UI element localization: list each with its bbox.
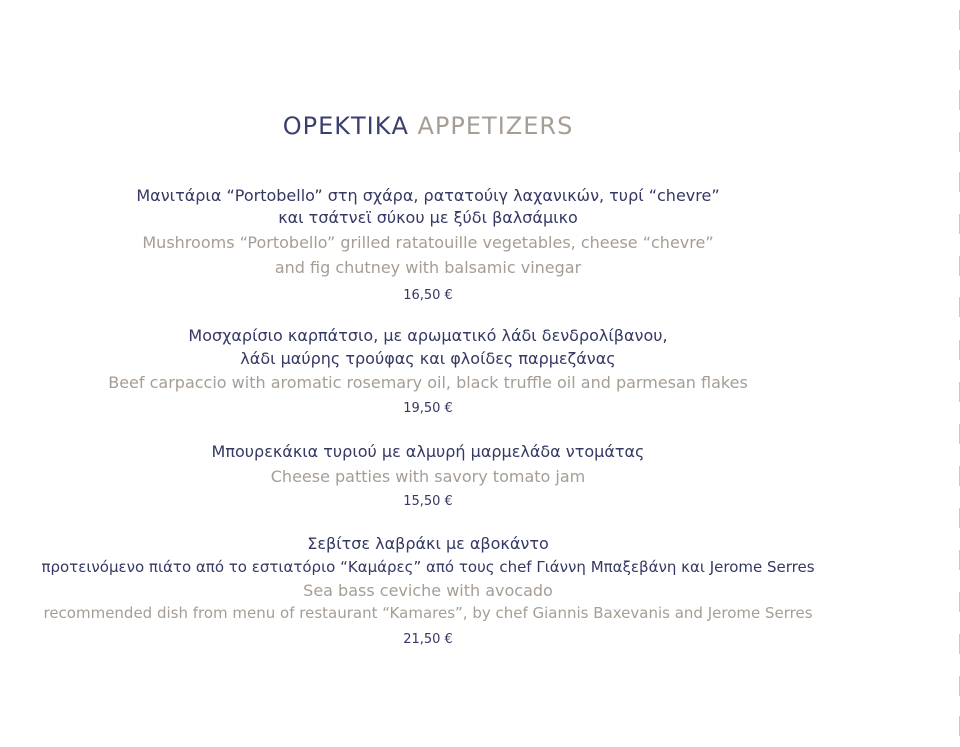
item-4-greek-line-2: προτεινόμενο πιάτο από το εστιατόριο “Καμάρες” από τους chef Γιάννη Μπαξεβάνη και Jerome Serres (41, 558, 815, 576)
item-2-greek-line-2: λάδι μαύρης τρούφας και φλοίδες παρμεζάνας (240, 349, 616, 368)
item-2-price: 19,50 € (403, 401, 453, 416)
item-1-greek-line-1: Μανιτάρια “Portobello” στη σχάρα, ρατατούιγ λαχανικών, τυρί “chevre” (136, 186, 720, 205)
item-1-english-line-2: and fig chutney with balsamic vinegar (274, 258, 582, 277)
page-title (0, 112, 856, 140)
edge-marks (952, 0, 960, 747)
item-4-greek-line-1: Σεβίτσε λαβράκι με αβοκάντο (307, 534, 549, 553)
item-4-price: 21,50 € (403, 632, 453, 647)
item-3-greek-line-1: Μπουρεκάκια τυριού με αλμυρή μαρμελάδα ντομάτας (211, 442, 645, 461)
title-greek: ΟΡΕΚΤΙΚΑ (282, 112, 409, 140)
item-4-english-line-1: Sea bass ceviche with avocado (303, 581, 553, 600)
title-english: APPETIZERS (417, 112, 574, 140)
item-1-greek-line-2: και τσάτνεϊ σύκου με ξύδι βαλσάμικο (278, 208, 578, 227)
item-1-price: 16,50 € (403, 288, 453, 303)
item-3-price: 15,50 € (403, 494, 453, 509)
item-2-greek-line-1: Μοσχαρίσιο καρπάτσιο, με αρωματικό λάδι δενδρολίβανου, (188, 326, 668, 345)
item-1-english-line-1: Mushrooms “Portobello” grilled ratatouille vegetables, cheese “chevre” (142, 233, 714, 252)
item-3-english-line-1: Cheese patties with savory tomato jam (270, 467, 586, 486)
item-4-english-line-2: recommended dish from menu of restaurant “Kamares”, by chef Giannis Baxevanis and Jerome Serres (43, 604, 813, 622)
item-2-english-line-1: Beef carpaccio with aromatic rosemary oil, black truffle oil and parmesan flakes (108, 373, 748, 392)
